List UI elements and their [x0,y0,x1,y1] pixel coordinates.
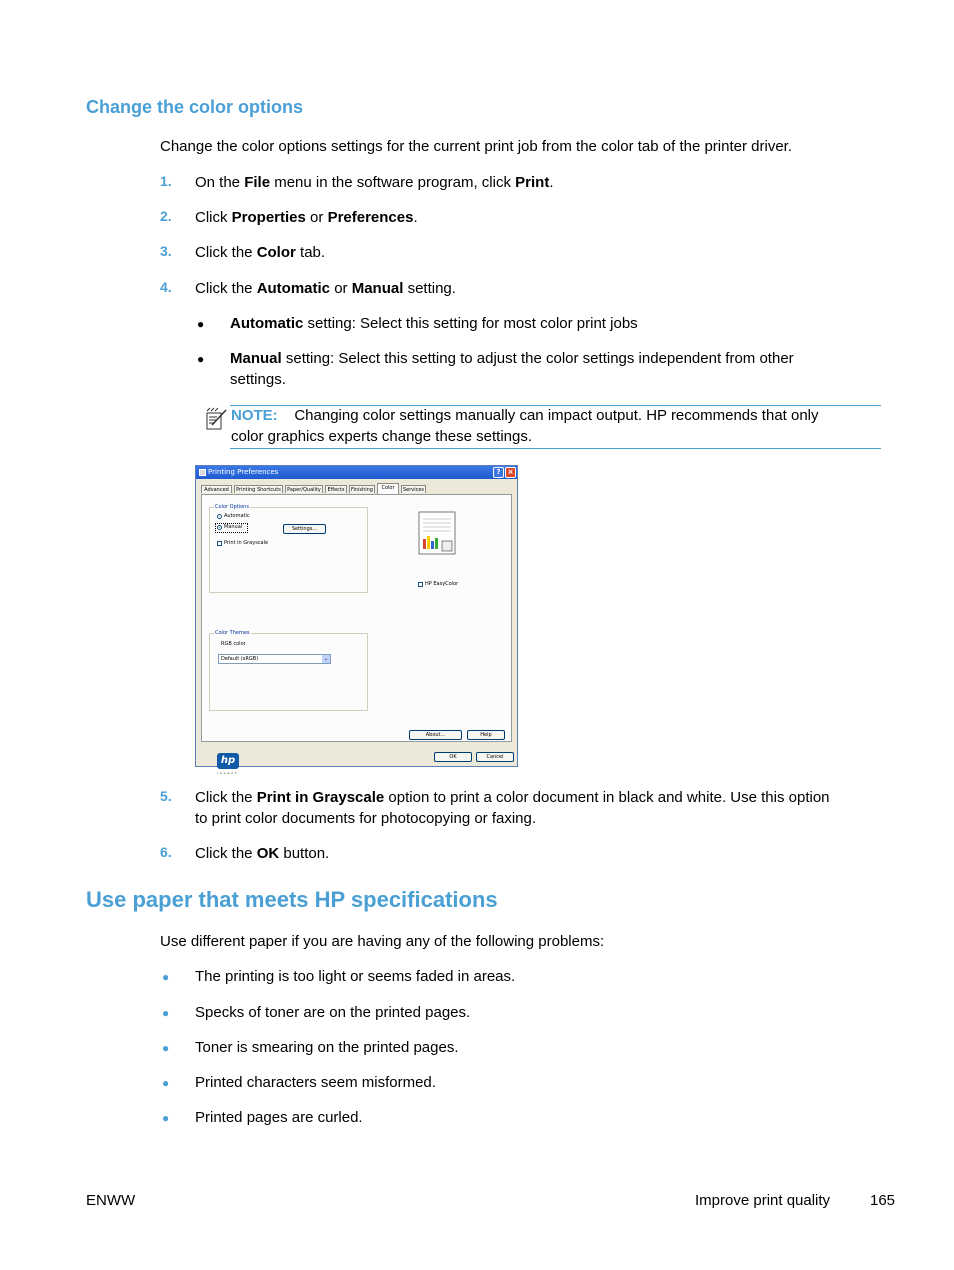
bullet-icon: ● [197,352,205,366]
problem-item: The printing is too light or seems faded in areas. [195,968,516,985]
step-number: 5. [160,788,172,804]
grayscale-checkbox[interactable] [217,541,222,546]
step-5-text: Click the Print in Grayscale option to print a color document in black and white. Use this option [195,789,830,806]
bullet-automatic: Automatic setting: Select this setting for most color print jobs [230,315,638,332]
step-4-text: Click the Automatic or Manual setting. [195,280,456,297]
help-title-button[interactable]: ? [493,467,504,478]
page-number: 165 [870,1192,896,1209]
color-themes-group [209,630,368,711]
manual-label: Manual [224,524,243,530]
help-button[interactable]: Help [467,730,505,740]
problem-item: Toner is smearing on the printed pages. [195,1039,459,1056]
step-number: 2. [160,208,172,224]
color-options-legend: Color Options [215,504,249,510]
close-title-button[interactable]: × [505,467,516,478]
settings-button[interactable]: Settings... [283,524,326,534]
bullet-icon: ● [162,1041,170,1055]
color-preview-icon [418,511,456,555]
note-line-1: NOTE: Changing color settings manually can impact output. HP recommends that only [231,407,819,424]
dialog-title: Printing Preferences [208,468,279,476]
tab-effects[interactable]: Effects [325,485,347,493]
ok-button[interactable]: OK [434,752,472,762]
step-number: 3. [160,243,172,259]
step-number: 6. [160,844,172,860]
note-line-2: color graphics experts change these settings. [231,428,533,445]
cancel-button[interactable]: Cancel [476,752,514,762]
note-label: NOTE: [231,407,278,424]
chevron-down-icon: ⌄ [323,656,329,662]
hp-logo: hp [217,753,239,769]
note-bottom-rule [230,448,881,449]
bullet-icon: ● [197,317,205,331]
step-2-text: Click Properties or Preferences. [195,209,418,226]
automatic-radio[interactable] [217,514,222,519]
intro-paragraph-2: Use different paper if you are having any of the following problems: [160,933,605,950]
rgb-color-select[interactable]: Default (sRGB) ⌄ [218,654,331,664]
problem-item: Printed pages are curled. [195,1109,363,1126]
step-number: 1. [160,173,172,189]
section-heading-paper-specs: Use paper that meets HP specifications [86,887,498,912]
bullet-manual: Manual setting: Select this setting to adjust the color settings independent from other [230,350,794,367]
section-heading-color-options: Change the color options [86,97,304,117]
hp-invent-tagline: invent [217,771,239,775]
tab-advanced[interactable]: Advanced [201,485,232,493]
tab-paper-quality[interactable]: Paper/Quality [285,485,323,493]
step-number: 4. [160,279,172,295]
footer-left: ENWW [86,1192,136,1209]
rgb-color-label: RGB color [221,641,246,647]
footer-section: Improve print quality [695,1192,831,1209]
step-1-text: On the File menu in the software program, click Print. [195,174,554,191]
step-6-text: Click the OK button. [195,845,330,862]
bullet-icon: ● [162,1006,170,1020]
tab-finishing[interactable]: Finishing [349,485,375,493]
printing-preferences-dialog [195,465,518,775]
bullet-icon: ● [162,970,170,984]
problem-item: Printed characters seem misformed. [195,1074,436,1091]
tab-color[interactable]: Color [377,483,399,494]
automatic-label: Automatic [224,513,250,519]
color-options-group [209,504,368,593]
bullet-icon: ● [162,1076,170,1090]
note-icon [204,407,228,431]
color-themes-legend: Color Themes [215,630,250,636]
tab-printing-shortcuts[interactable]: Printing Shortcuts [234,485,283,493]
bullet-icon: ● [162,1111,170,1125]
easycolor-label: HP EasyColor [425,581,459,587]
printer-icon [199,469,206,476]
easycolor-checkbox[interactable] [418,582,423,587]
problem-item: Specks of toner are on the printed pages. [195,1004,471,1021]
tab-services[interactable]: Services [402,487,425,493]
dialog-title-bar [196,466,517,479]
step-5-text-cont: to print color documents for photocopying or faxing. [195,810,537,827]
bullet-manual-cont: settings. [230,371,286,388]
about-button[interactable]: About... [409,730,462,740]
grayscale-label: Print in Grayscale [224,540,269,546]
intro-paragraph: Change the color options settings for the current print job from the color tab of the printer driver. [160,138,792,155]
step-3-text: Click the Color tab. [195,244,326,261]
manual-radio[interactable] [217,525,222,530]
